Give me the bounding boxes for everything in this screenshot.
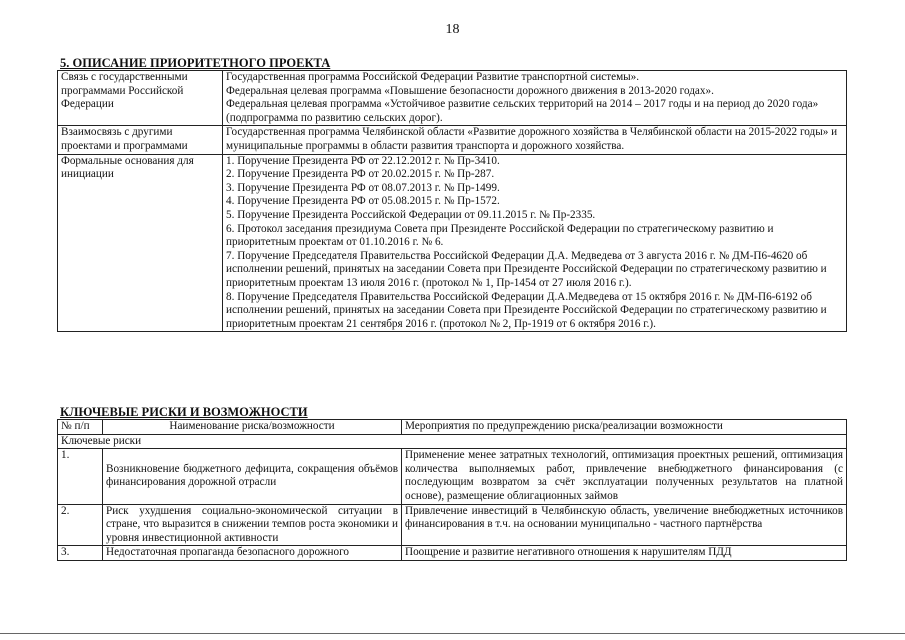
content-line: 8. Поручение Председателя Правительства Российской Федерации Д.А.Медведева от 15 октября 2016 г. № ДМ-П6-6192 об исполнении решений, принятых на заседании Совета при Президенте Российской Федерации по стратегическому развитию и приоритетным проектам 21 сентября 2016 г. (протокол № 2, Пр-1919 от 6 октября 2016 г.). (226, 290, 827, 330)
row-content (223, 154, 847, 332)
row-label: Формальные основания для инициации (58, 154, 223, 332)
risk-name: Возникновение бюджетного дефицита, сокращения объёмов финансирования дорожной отрасли (103, 449, 402, 504)
page-number: 18 (445, 22, 460, 37)
content-line: Федеральная целевая программа «Повышение безопасности дорожного движения в 2013-2020 годах». (226, 84, 714, 97)
header-measures: Мероприятия по предупреждению риска/реализации возможности (402, 420, 847, 435)
section-title-key-risks: КЛЮЧЕВЫЕ РИСКИ И ВОЗМОЖНОСТИ (60, 405, 308, 419)
content-line: Федеральная целевая программа «Устойчивое развитие сельских территорий на 2014 – 2017 годы и на период до 2020 года» (подпрограмма по развитию сельских дорог). (226, 98, 819, 124)
row-content (223, 71, 847, 126)
content-line: 2. Поручение Президента РФ от 20.02.2015 г. № Пр-287. (226, 168, 495, 181)
row-content (223, 126, 847, 154)
table-row (58, 126, 847, 154)
content-line: 1. Поручение Президента РФ от 22.12.2012 г. № Пр-3410. (226, 154, 500, 167)
header-number: № п/п (58, 420, 103, 435)
table-header-row (58, 420, 847, 435)
risk-measure: Привлечение инвестиций в Челябинскую область, увеличение внебюджетных источников финансирования в т.ч. на основании муниципально - частного партнёрства (402, 504, 847, 546)
content-line: 7. Поручение Председателя Правительства Российской Федерации Д.А. Медведева от 3 августа 2016 г. № ДМ-П6-4620 об исполнении решений, принятых на заседании Совета при Президенте Российской Федерации по стратегическому развитию и приоритетным проектам 13 июля 2016 г. (протокол № 1, Пр-1454 от 27 июля 2016 г.). (226, 249, 827, 289)
section-title-priority-project: 5. ОПИСАНИЕ ПРИОРИТЕТНОГО ПРОЕКТА (60, 56, 331, 70)
table-row (58, 154, 847, 332)
table-row (58, 449, 847, 504)
content-line: 5. Поручение Президента Российской Федерации от 09.11.2015 г. № Пр-2335. (226, 208, 596, 221)
priority-project-table (57, 70, 847, 332)
table-group-row (58, 434, 847, 449)
content-line: 3. Поручение Президента РФ от 08.07.2013 г. № Пр-1499. (226, 181, 500, 194)
row-label: Взаимосвязь с другими проектами и программами (58, 126, 223, 154)
table-row (58, 546, 847, 561)
row-number: 2. (58, 504, 103, 546)
table-row (58, 71, 847, 126)
row-number: 3. (58, 546, 103, 561)
row-number: 1. (58, 449, 103, 504)
risk-measure: Поощрение и развитие негативного отношения к нарушителям ПДД (402, 546, 847, 561)
header-risk-name: Наименование риска/возможности (103, 420, 402, 435)
page-bottom-rule (0, 633, 905, 634)
content-line: 4. Поручение Президента РФ от 05.08.2015 г. № Пр-1572. (226, 195, 500, 208)
key-risks-table (57, 419, 847, 561)
content-line: Государственная программа Челябинской области «Развитие дорожного хозяйства в Челябинской области на 2015-2022 годы» и муниципальные программы в области развития транспорта и дорожного хозяйства. (226, 126, 838, 152)
risk-name: Недостаточная пропаганда безопасного дорожного (103, 546, 402, 561)
content-line: Государственная программа Российской Федерации Развитие транспортной системы». (226, 71, 640, 83)
risk-measure: Применение менее затратных технологий, оптимизация проектных решений, оптимизация количества выполняемых работ, привлечение внебюджетного финансирования (с последующим возвратом за счёт эксплуатации полученных результатов на платной основе), размещение облигационных займов (402, 449, 847, 504)
group-label: Ключевые риски (58, 434, 847, 449)
table-row (58, 504, 847, 546)
content-line: 6. Протокол заседания президиума Совета при Президенте Российской Федерации по стратегическому развитию и приоритетным проектам от 01.10.2016 г. № 6. (226, 222, 774, 249)
risk-name: Риск ухудшения социально-экономической ситуации в стране, что выразится в снижении темпов роста экономики и уровня инвестиционной активности (103, 504, 402, 546)
row-label: Связь с государственными программами Российской Федерации (58, 71, 223, 126)
